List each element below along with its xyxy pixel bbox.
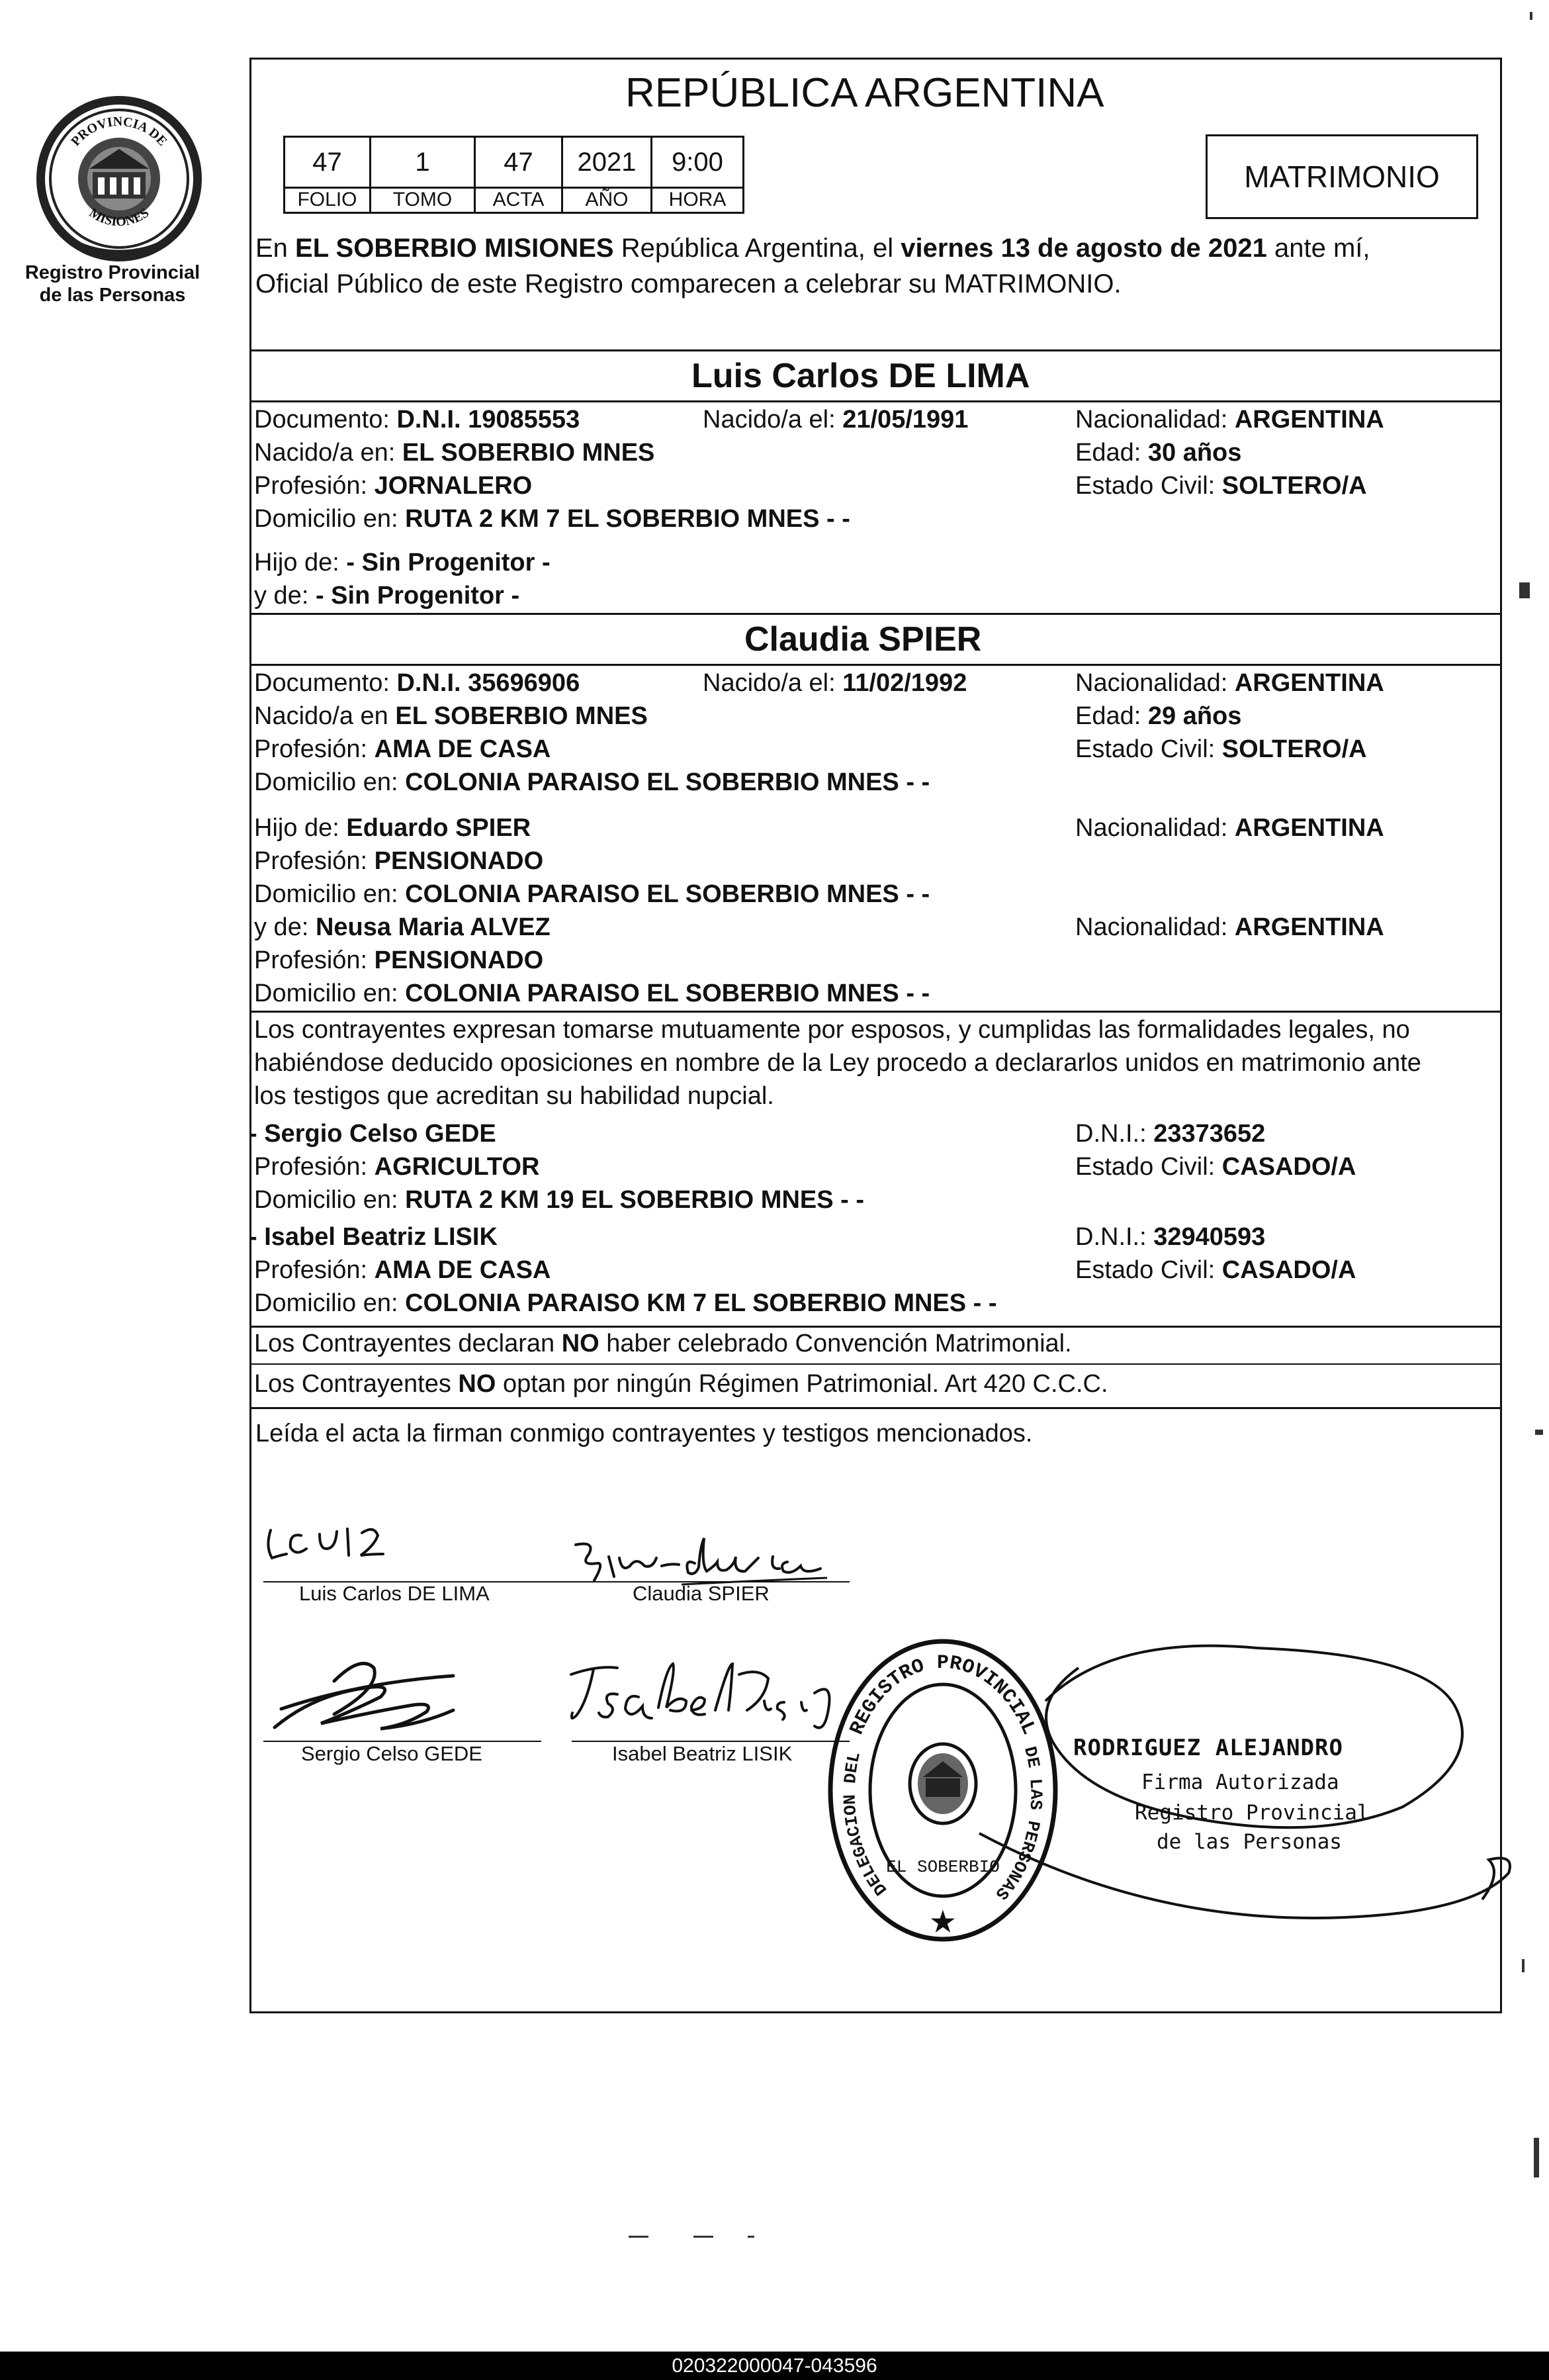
scan-speck (1519, 582, 1530, 598)
divider (249, 664, 1502, 666)
signature-sergio (261, 1655, 500, 1747)
signature-label-luis: Luis Carlos DE LIMA (299, 1582, 490, 1605)
scan-speck (1535, 1430, 1543, 1435)
divider (249, 1011, 1502, 1013)
declaration-line1: Los contrayentes expresan tomarse mutuamente por esposos, y cumplidas las formalidades legales, no (254, 1016, 1410, 1044)
ano-label: AÑO (561, 189, 652, 214)
declaration-line3: los testigos que acreditan su habilidad nupcial. (254, 1082, 774, 1110)
witness1-dni: D.N.I.: 23373652 (1075, 1120, 1266, 1148)
tomo-label: TOMO (369, 189, 476, 214)
spouse1-name: Luis Carlos DE LIMA (691, 357, 1030, 395)
logo-caption-line2: de las Personas (39, 285, 186, 306)
divider (249, 400, 1502, 402)
closing-text: Leída el acta la firman conmigo contrayentes y testigos mencionados. (255, 1420, 1033, 1447)
witness2-name: - Isabel Beatriz LISIK (249, 1223, 498, 1251)
spouse2-mother: y de: Neusa Maria ALVEZ (254, 913, 551, 941)
convention-line2: Los Contrayentes NO optan por ningún Régimen Patrimonial. Art 420 C.C.C. (254, 1370, 1108, 1398)
scan-speck (1522, 1959, 1525, 1972)
divider (249, 1363, 1502, 1365)
tomo-value: 1 (369, 136, 476, 189)
spouse1-address: Domicilio en: RUTA 2 KM 7 EL SOBERBIO MNES - - (254, 505, 850, 533)
official-name: RODRIGUEZ ALEJANDRO (1073, 1735, 1343, 1761)
acta-label: ACTA (474, 189, 563, 214)
spouse2-profession: Profesión: AMA DE CASA (254, 735, 551, 763)
witness2-civil-status: Estado Civil: CASADO/A (1075, 1256, 1356, 1284)
intro-p2: República Argentina, el (613, 234, 901, 263)
witness1-civil-status: Estado Civil: CASADO/A (1075, 1153, 1356, 1181)
stamp-ring-text-right: DE LAS PERSONAS (991, 1744, 1046, 1904)
spouse2-birth-place: Nacido/a en EL SOBERBIO MNES (254, 702, 648, 730)
scan-speck (748, 2236, 754, 2238)
scan-speck (629, 2236, 648, 2238)
folio-value: 47 (283, 136, 371, 189)
spouse2-civil-status: Estado Civil: SOLTERO/A (1075, 735, 1367, 763)
signature-luis (261, 1516, 394, 1575)
spouse2-age: Edad: 29 años (1075, 702, 1242, 730)
witness2-profession: Profesión: AMA DE CASA (254, 1256, 551, 1284)
intro-date: viernes 13 de agosto de 2021 (901, 234, 1267, 263)
spouse2-mother-profession: Profesión: PENSIONADO (254, 946, 544, 974)
spouse1-parent1: Hijo de: - Sin Progenitor - (254, 549, 551, 576)
hora-value: 9:00 (650, 136, 744, 189)
spouse1-document: Documento: D.N.I. 19085553 (254, 406, 580, 434)
witness1-name: - Sergio Celso GEDE (249, 1120, 496, 1148)
acta-value: 47 (474, 136, 563, 189)
intro-line2: Oficial Público de este Registro comparecen a celebrar su MATRIMONIO. (255, 269, 1122, 298)
spouse1-birth-date: Nacido/a el: 21/05/1991 (703, 406, 969, 434)
province-logo (26, 86, 212, 271)
hora-label: HORA (650, 189, 744, 214)
spouse1-age: Edad: 30 años (1075, 439, 1242, 467)
spouse2-nationality: Nacionalidad: ARGENTINA (1075, 669, 1384, 697)
scan-speck (1530, 12, 1532, 20)
official-org-line1: Registro Provincial (1135, 1801, 1370, 1825)
scan-speck (1534, 2138, 1539, 2177)
record-type-box (1206, 134, 1478, 219)
intro-line1 (255, 233, 1370, 263)
spouse2-father-nationality: Nacionalidad: ARGENTINA (1075, 814, 1384, 842)
svg-text:PROVINCIA DE (68, 114, 169, 149)
official-role: Firma Autorizada (1141, 1770, 1339, 1794)
divider (249, 1407, 1502, 1409)
record-type: MATRIMONIO (1244, 160, 1440, 194)
intro-p1: En (255, 234, 296, 263)
witness2-address: Domicilio en: COLONIA PARAISO KM 7 EL SOBERBIO MNES - - (254, 1289, 997, 1317)
ano-value: 2021 (561, 136, 652, 189)
stamp-ring-text-top: REGISTRO PROVINCIAL (846, 1652, 1040, 1739)
logo-caption (7, 261, 218, 306)
page-title: REPÚBLICA ARGENTINA (625, 70, 1104, 116)
spouse2-mother-address: Domicilio en: COLONIA PARAISO EL SOBERBIO MNES - - (254, 980, 930, 1007)
spouse1-parent2: y de: - Sin Progenitor - (254, 582, 520, 610)
intro-p3: ante mí, (1266, 234, 1370, 263)
stamp-inner-text: EL SOBERBIO (886, 1857, 1000, 1877)
spouse2-name: Claudia SPIER (744, 620, 982, 659)
witness1-profession: Profesión: AGRICULTOR (254, 1153, 540, 1181)
scan-speck (693, 2236, 713, 2238)
convention-line1: Los Contrayentes declaran NO haber celebrado Convención Matrimonial. (254, 1330, 1072, 1357)
svg-text:★: ★ (930, 1906, 955, 1937)
svg-text:DELEGACION DEL (840, 1750, 892, 1899)
signature-label-isabel: Isabel Beatriz LISIK (612, 1742, 793, 1765)
spouse2-address: Domicilio en: COLONIA PARAISO EL SOBERBIO MNES - - (254, 768, 930, 796)
logo-caption-line1: Registro Provincial (24, 262, 200, 283)
divider (249, 1326, 1502, 1328)
folio-label: FOLIO (283, 189, 371, 214)
spouse2-father-profession: Profesión: PENSIONADO (254, 847, 544, 875)
barcode-text: 020322000047-043596 (672, 2355, 877, 2377)
spouse2-father: Hijo de: Eduardo SPIER (254, 814, 531, 842)
divider (249, 349, 1502, 351)
spouse1-profession: Profesión: JORNALERO (254, 472, 533, 500)
spouse2-mother-nationality: Nacionalidad: ARGENTINA (1075, 913, 1384, 941)
intro-place: EL SOBERBIO MISIONES (295, 234, 614, 263)
official-org-line2: de las Personas (1157, 1830, 1342, 1854)
signature-label-claudia: Claudia SPIER (633, 1582, 770, 1605)
stamp-ring-text-left: DELEGACION DEL (840, 1750, 892, 1899)
logo-seal-top-text: PROVINCIA DE (68, 114, 170, 149)
witness1-address: Domicilio en: RUTA 2 KM 19 EL SOBERBIO MNES - - (254, 1186, 865, 1214)
witness2-dni: D.N.I.: 32940593 (1075, 1223, 1266, 1251)
spouse1-nationality: Nacionalidad: ARGENTINA (1075, 406, 1384, 434)
logo-seal-bottom-text: MISIONES (86, 205, 152, 230)
footer-bar (0, 2352, 1549, 2380)
spouse1-civil-status: Estado Civil: SOLTERO/A (1075, 472, 1367, 500)
spouse2-document: Documento: D.N.I. 35696906 (254, 669, 580, 697)
spouse2-father-address: Domicilio en: COLONIA PARAISO EL SOBERBIO MNES - - (254, 880, 930, 908)
divider (249, 613, 1502, 615)
svg-text:MISIONES (87, 205, 152, 229)
spouse2-birth-date: Nacido/a el: 11/02/1992 (703, 669, 967, 697)
declaration-line2: habiéndose deducido oposiciones en nombre de la Ley procedo a declararlos unidos en matrimonio ante (254, 1049, 1421, 1077)
spouse1-birth-place: Nacido/a en: EL SOBERBIO MNES (254, 439, 655, 467)
signature-label-sergio: Sergio Celso GEDE (301, 1742, 482, 1765)
